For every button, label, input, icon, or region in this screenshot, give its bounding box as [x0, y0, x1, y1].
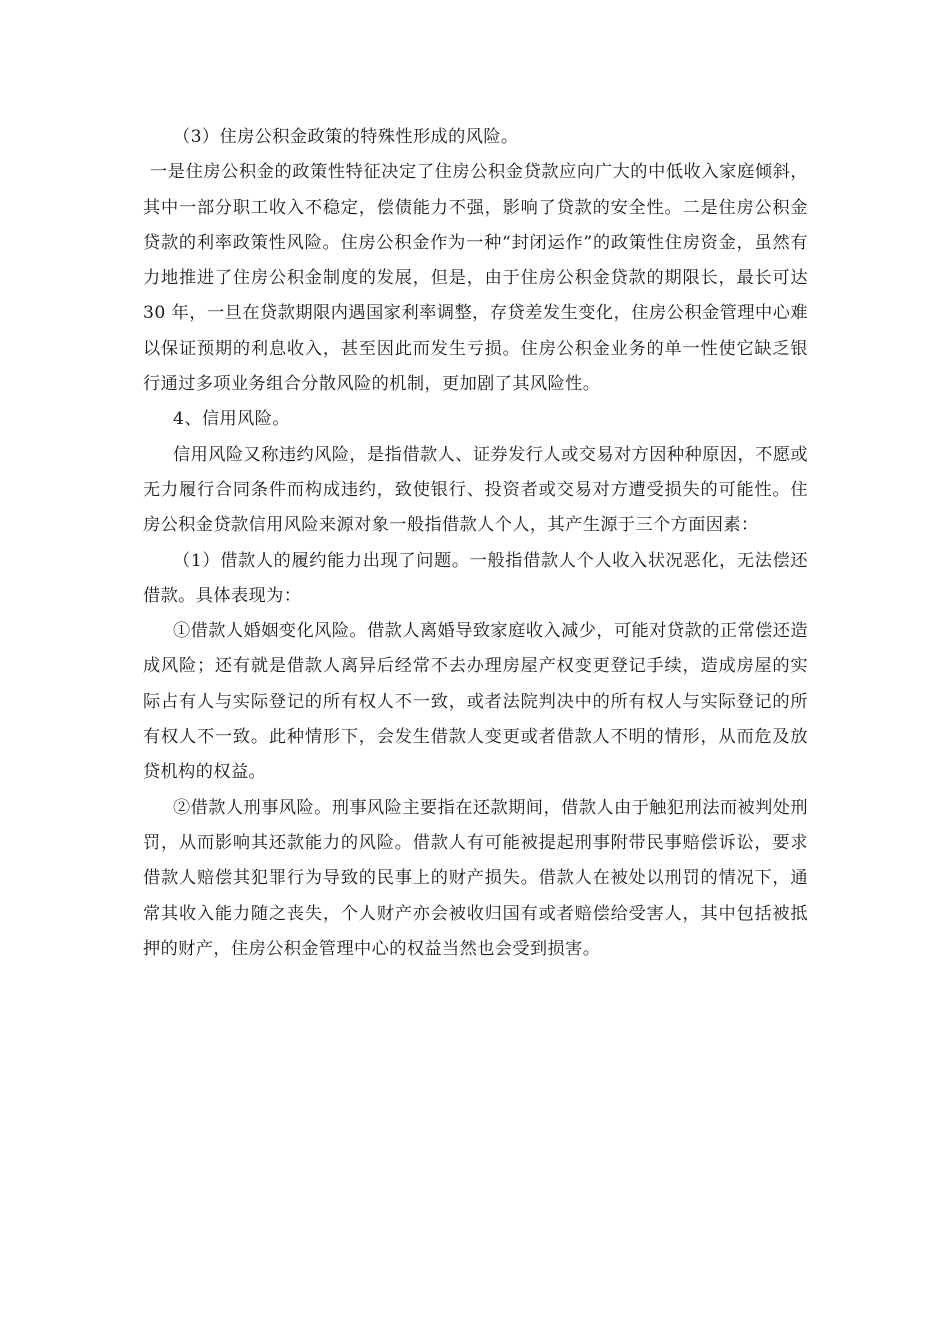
paragraph-credit-risk-definition: 信用风险又称违约风险，是指借款人、证券发行人或交易对方因种种原因，不愿或无力履行合同条件而构成违约，致使银行、投资者或交易对方遭受损失的可能性。住房公积金贷款信用风险来源对象一般指借款人个人，其产生源于三个方面因素： [143, 444, 808, 536]
paragraph-marriage-risk: ①借款人婚姻变化风险。借款人离婚导致家庭收入减少，可能对贷款的正常偿还造成风险；还有就是借款人离异后经常不去办理房屋产权变更登记手续，造成房屋的实际占有人与实际登记的所有权人不一致，或者法院判决中的所有权人与实际登记的所有权人不一致。此种情形下，会发生借款人变更或者借款人不明的情形，从而危及放贷机构的权益。 [143, 621, 808, 783]
paragraph-performance-ability: （1）借款人的履约能力出现了问题。一般指借款人个人收入状况恶化，无法偿还借款。具体表现为： [143, 550, 808, 606]
document-body [143, 120, 808, 967]
paragraph-policy-risk: 一是住房公积金的政策性特征决定了住房公积金贷款应向广大的中低收入家庭倾斜，其中一部分职工收入不稳定，偿债能力不强，影响了贷款的安全性。二是住房公积金贷款的利率政策性风险。住房公积金作为一种“封闭运作”的政策性住房资金，虽然有力地推进了住房公积金制度的发展，但是，由于住房公积金贷款的期限长，最长可达 30 年，一旦在贷款期限内遇国家利率调整，存贷差发生变化，住房公积金管理中心难以保证预期的利息收入，甚至因此而发生亏损。住房公积金业务的单一性使它缺乏银行通过多项业务组合分散风险的机制，更加剧了其风险性。 [143, 162, 808, 395]
paragraph-criminal-risk: ②借款人刑事风险。刑事风险主要指在还款期间，借款人由于触犯刑法而被判处刑罚，从而影响其还款能力的风险。借款人有可能被提起刑事附带民事赔偿诉讼，要求借款人赔偿其犯罪行为导致的民事上的财产损失。借款人在被处以刑罚的情况下，通常其收入能力随之丧失，个人财产亦会被收归国有或者赔偿给受害人，其中包括被抵押的财产，住房公积金管理中心的权益当然也会受到损害。 [143, 797, 808, 959]
paragraph-section-3-heading: （3）住房公积金政策的特殊性形成的风险。 [173, 127, 519, 147]
paragraph-credit-risk-heading: 4、信用风险。 [173, 409, 290, 430]
